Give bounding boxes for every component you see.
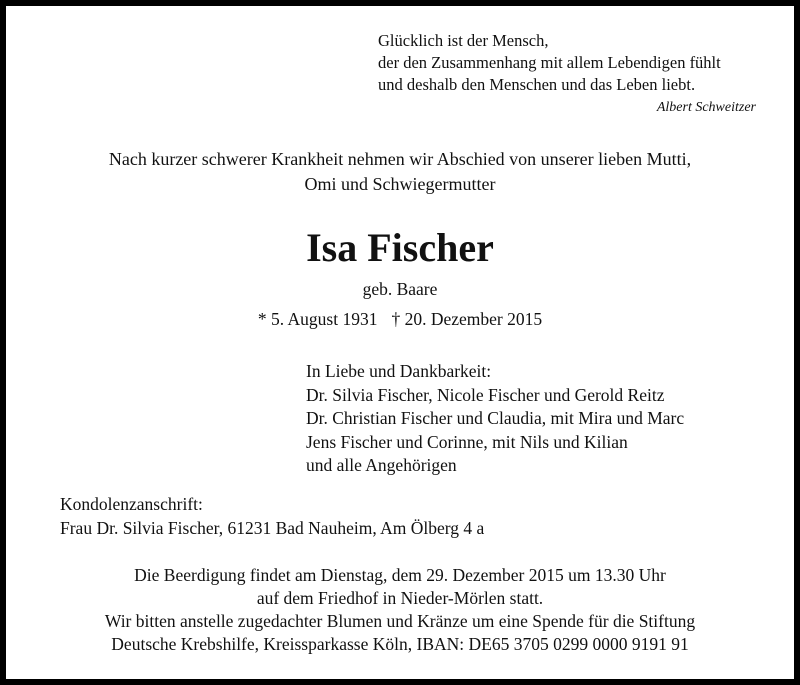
funeral-line: Die Beerdigung findet am Dienstag, dem 29. Dezember 2015 um 13.30 Uhr bbox=[134, 565, 666, 585]
condolence-address-text: Frau Dr. Silvia Fischer, 61231 Bad Nauheim, Am Ölberg 4 a bbox=[60, 518, 485, 538]
family-line: In Liebe und Dankbarkeit: bbox=[306, 361, 492, 381]
death-date: † 20. Dezember 2015 bbox=[391, 309, 543, 329]
family-line: Dr. Silvia Fischer, Nicole Fischer und Gerold Reitz bbox=[306, 384, 665, 405]
funeral-info bbox=[0, 564, 800, 656]
intro-text bbox=[0, 147, 800, 197]
family-line: Dr. Christian Fischer und Claudia, mit Mira und Marc bbox=[306, 408, 685, 428]
family-signature bbox=[306, 360, 684, 478]
intro-line: Nach kurzer schwerer Krankheit nehmen wir Abschied von unserer lieben Mutti, bbox=[108, 149, 692, 169]
quote-line: der den Zusammenhang mit allem Lebendigen fühlt bbox=[378, 53, 721, 72]
quote-line: und deshalb den Menschen und das Leben liebt. bbox=[378, 75, 696, 94]
intro-line: Omi und Schwiegermutter bbox=[304, 174, 496, 194]
deceased-name: Isa Fischer bbox=[306, 225, 494, 270]
family-line: und alle Angehörigen bbox=[306, 455, 457, 475]
funeral-line: auf dem Friedhof in Nieder-Mörlen statt. bbox=[256, 588, 544, 608]
birth-date: * 5. August 1931 bbox=[257, 309, 378, 329]
quote-line: Glücklich ist der Mensch, bbox=[378, 31, 549, 50]
life-dates bbox=[0, 309, 800, 330]
funeral-line: Deutsche Krebshilfe, Kreissparkasse Köln, IBAN: DE65 3705 0299 0000 9191 91 bbox=[111, 634, 689, 654]
condolence-address bbox=[60, 492, 484, 540]
maiden-name: geb. Baare bbox=[362, 279, 438, 299]
quote-block bbox=[378, 30, 721, 96]
condolence-label: Kondolenzanschrift: bbox=[60, 494, 203, 514]
quote-author: Albert Schweitzer bbox=[656, 100, 756, 115]
funeral-line: Wir bitten anstelle zugedachter Blumen und Kränze um eine Spende für die Stiftung bbox=[104, 611, 696, 631]
family-line: Jens Fischer und Corinne, mit Nils und Kilian bbox=[306, 431, 628, 452]
